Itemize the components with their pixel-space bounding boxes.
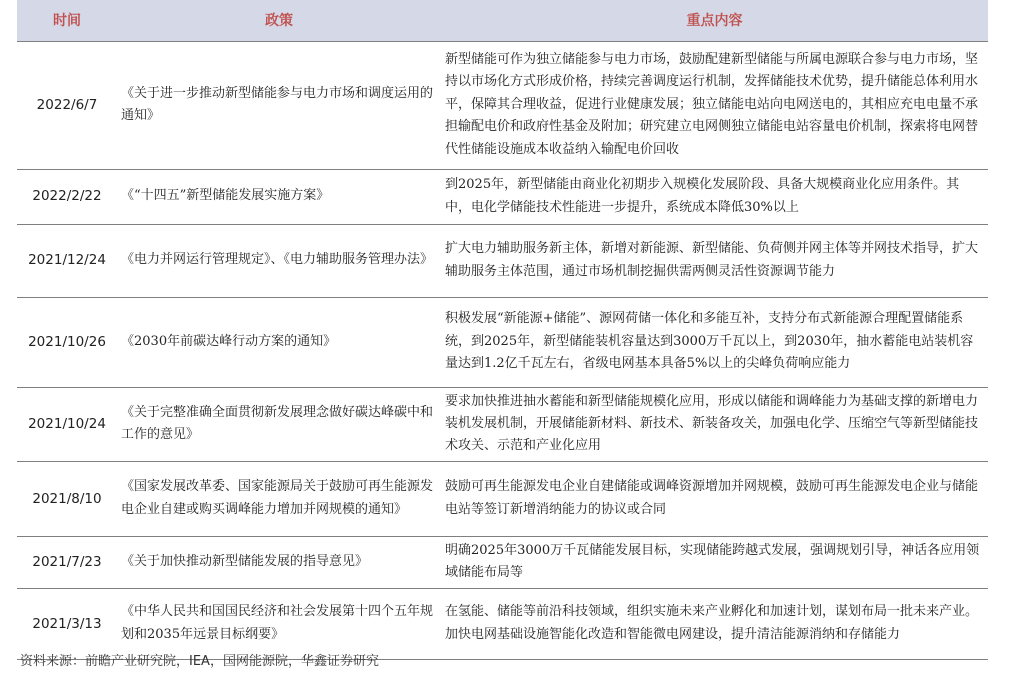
row-policy: 《电力并网运行管理规定》、《电力辅助服务管理办法》 — [117, 224, 441, 297]
row-policy: 《2030年前碳达峰行动方案的通知》 — [117, 297, 441, 387]
table-row — [17, 461, 988, 536]
source-note: 资料来源：前瞻产业研究院，IEA，国网能源院，华鑫证券研究 — [20, 654, 379, 669]
header-content: 重点内容 — [441, 0, 988, 41]
row-policy: 《国家发展改革委、国家能源局关于鼓励可再生能源发电企业自建或购买调峰能力增加并网规模的通知》 — [117, 461, 441, 536]
row-policy: 《“十四五”新型储能发展实施方案》 — [117, 169, 441, 224]
row-content: 在氢能、储能等前沿科技领域，组织实施未来产业孵化和加速计划，谋划布局一批未来产业。加快电网基础设施智能化改造和智能微电网建设，提升清洁能源消纳和存储能力 — [441, 588, 988, 659]
header-policy: 政策 — [117, 0, 441, 41]
table-row — [17, 224, 988, 297]
row-date: 2022/6/7 — [17, 41, 117, 169]
row-content: 扩大电力辅助服务新主体，新增对新能源、新型储能、负荷侧并网主体等并网技术指导，扩大辅助服务主体范围，通过市场机制挖掘供需两侧灵活性资源调节能力 — [441, 224, 988, 297]
row-content: 积极发展“新能源+储能”、源网荷储一体化和多能互补，支持分布式新能源合理配置储能系统，到2025年，新型储能装机容量达到3000万千瓦以上，到2030年，抽水蓄能电站装机容量达到1.2亿千瓦左右，省级电网基本具备5%以上的尖峰负荷响应能力 — [441, 297, 988, 387]
row-content: 新型储能可作为独立储能参与电力市场，鼓励配建新型储能与所属电源联合参与电力市场，坚持以市场化方式形成价格，持续完善调度运行机制，发挥储能技术优势，提升储能总体利用水平，保障其合理收益，促进行业健康发展；独立储能电站向电网送电的，其相应充电电量不承担输配电价和政府性基金及附加；研究建立电网侧独立储能电站容量电价机制，探索将电网替代性储能设施成本收益纳入输配电价回收 — [441, 41, 988, 169]
row-date: 2021/8/10 — [17, 461, 117, 536]
row-content: 到2025年，新型储能由商业化初期步入规模化发展阶段、具备大规模商业化应用条件。其中，电化学储能技术性能进一步提升，系统成本降低30%以上 — [441, 169, 988, 224]
row-content: 鼓励可再生能源发电企业自建储能或调峰资源增加并网规模，鼓励可再生能源发电企业与储能电站等签订新增消纳能力的协议或合同 — [441, 461, 988, 536]
row-content: 要求加快推进抽水蓄能和新型储能规模化应用，形成以储能和调峰能力为基础支撑的新增电力装机发展机制，开展储能新材料、新技术、新装备攻关，加强电化学、压缩空气等新型储能技术攻关、示范和产业化应用 — [441, 387, 988, 461]
row-policy: 《关于完整准确全面贯彻新发展理念做好碳达峰碳中和工作的意见》 — [117, 387, 441, 461]
table-row — [17, 387, 988, 461]
row-content: 明确2025年3000万千瓦储能发展目标，实现储能跨越式发展，强调规划引导，神话各应用领域储能布局等 — [441, 536, 988, 588]
row-policy: 《中华人民共和国国民经济和社会发展第十四个五年规划和2035年远景目标纲要》 — [117, 588, 441, 659]
policy-table — [17, 0, 988, 660]
table-row — [17, 169, 988, 224]
table-header-row — [17, 0, 988, 41]
header-time: 时间 — [17, 0, 117, 41]
row-policy: 《关于加快推动新型储能发展的指导意见》 — [117, 536, 441, 588]
row-date: 2021/12/24 — [17, 224, 117, 297]
table-row — [17, 41, 988, 169]
table-row — [17, 536, 988, 588]
row-policy: 《关于进一步推动新型储能参与电力市场和调度运用的通知》 — [117, 41, 441, 169]
row-date: 2021/10/26 — [17, 297, 117, 387]
row-date: 2021/10/24 — [17, 387, 117, 461]
row-date: 2021/3/13 — [17, 588, 117, 659]
table-row — [17, 297, 988, 387]
table-row — [17, 588, 988, 659]
row-date: 2022/2/22 — [17, 169, 117, 224]
row-date: 2021/7/23 — [17, 536, 117, 588]
policy-table-container — [17, 0, 988, 660]
